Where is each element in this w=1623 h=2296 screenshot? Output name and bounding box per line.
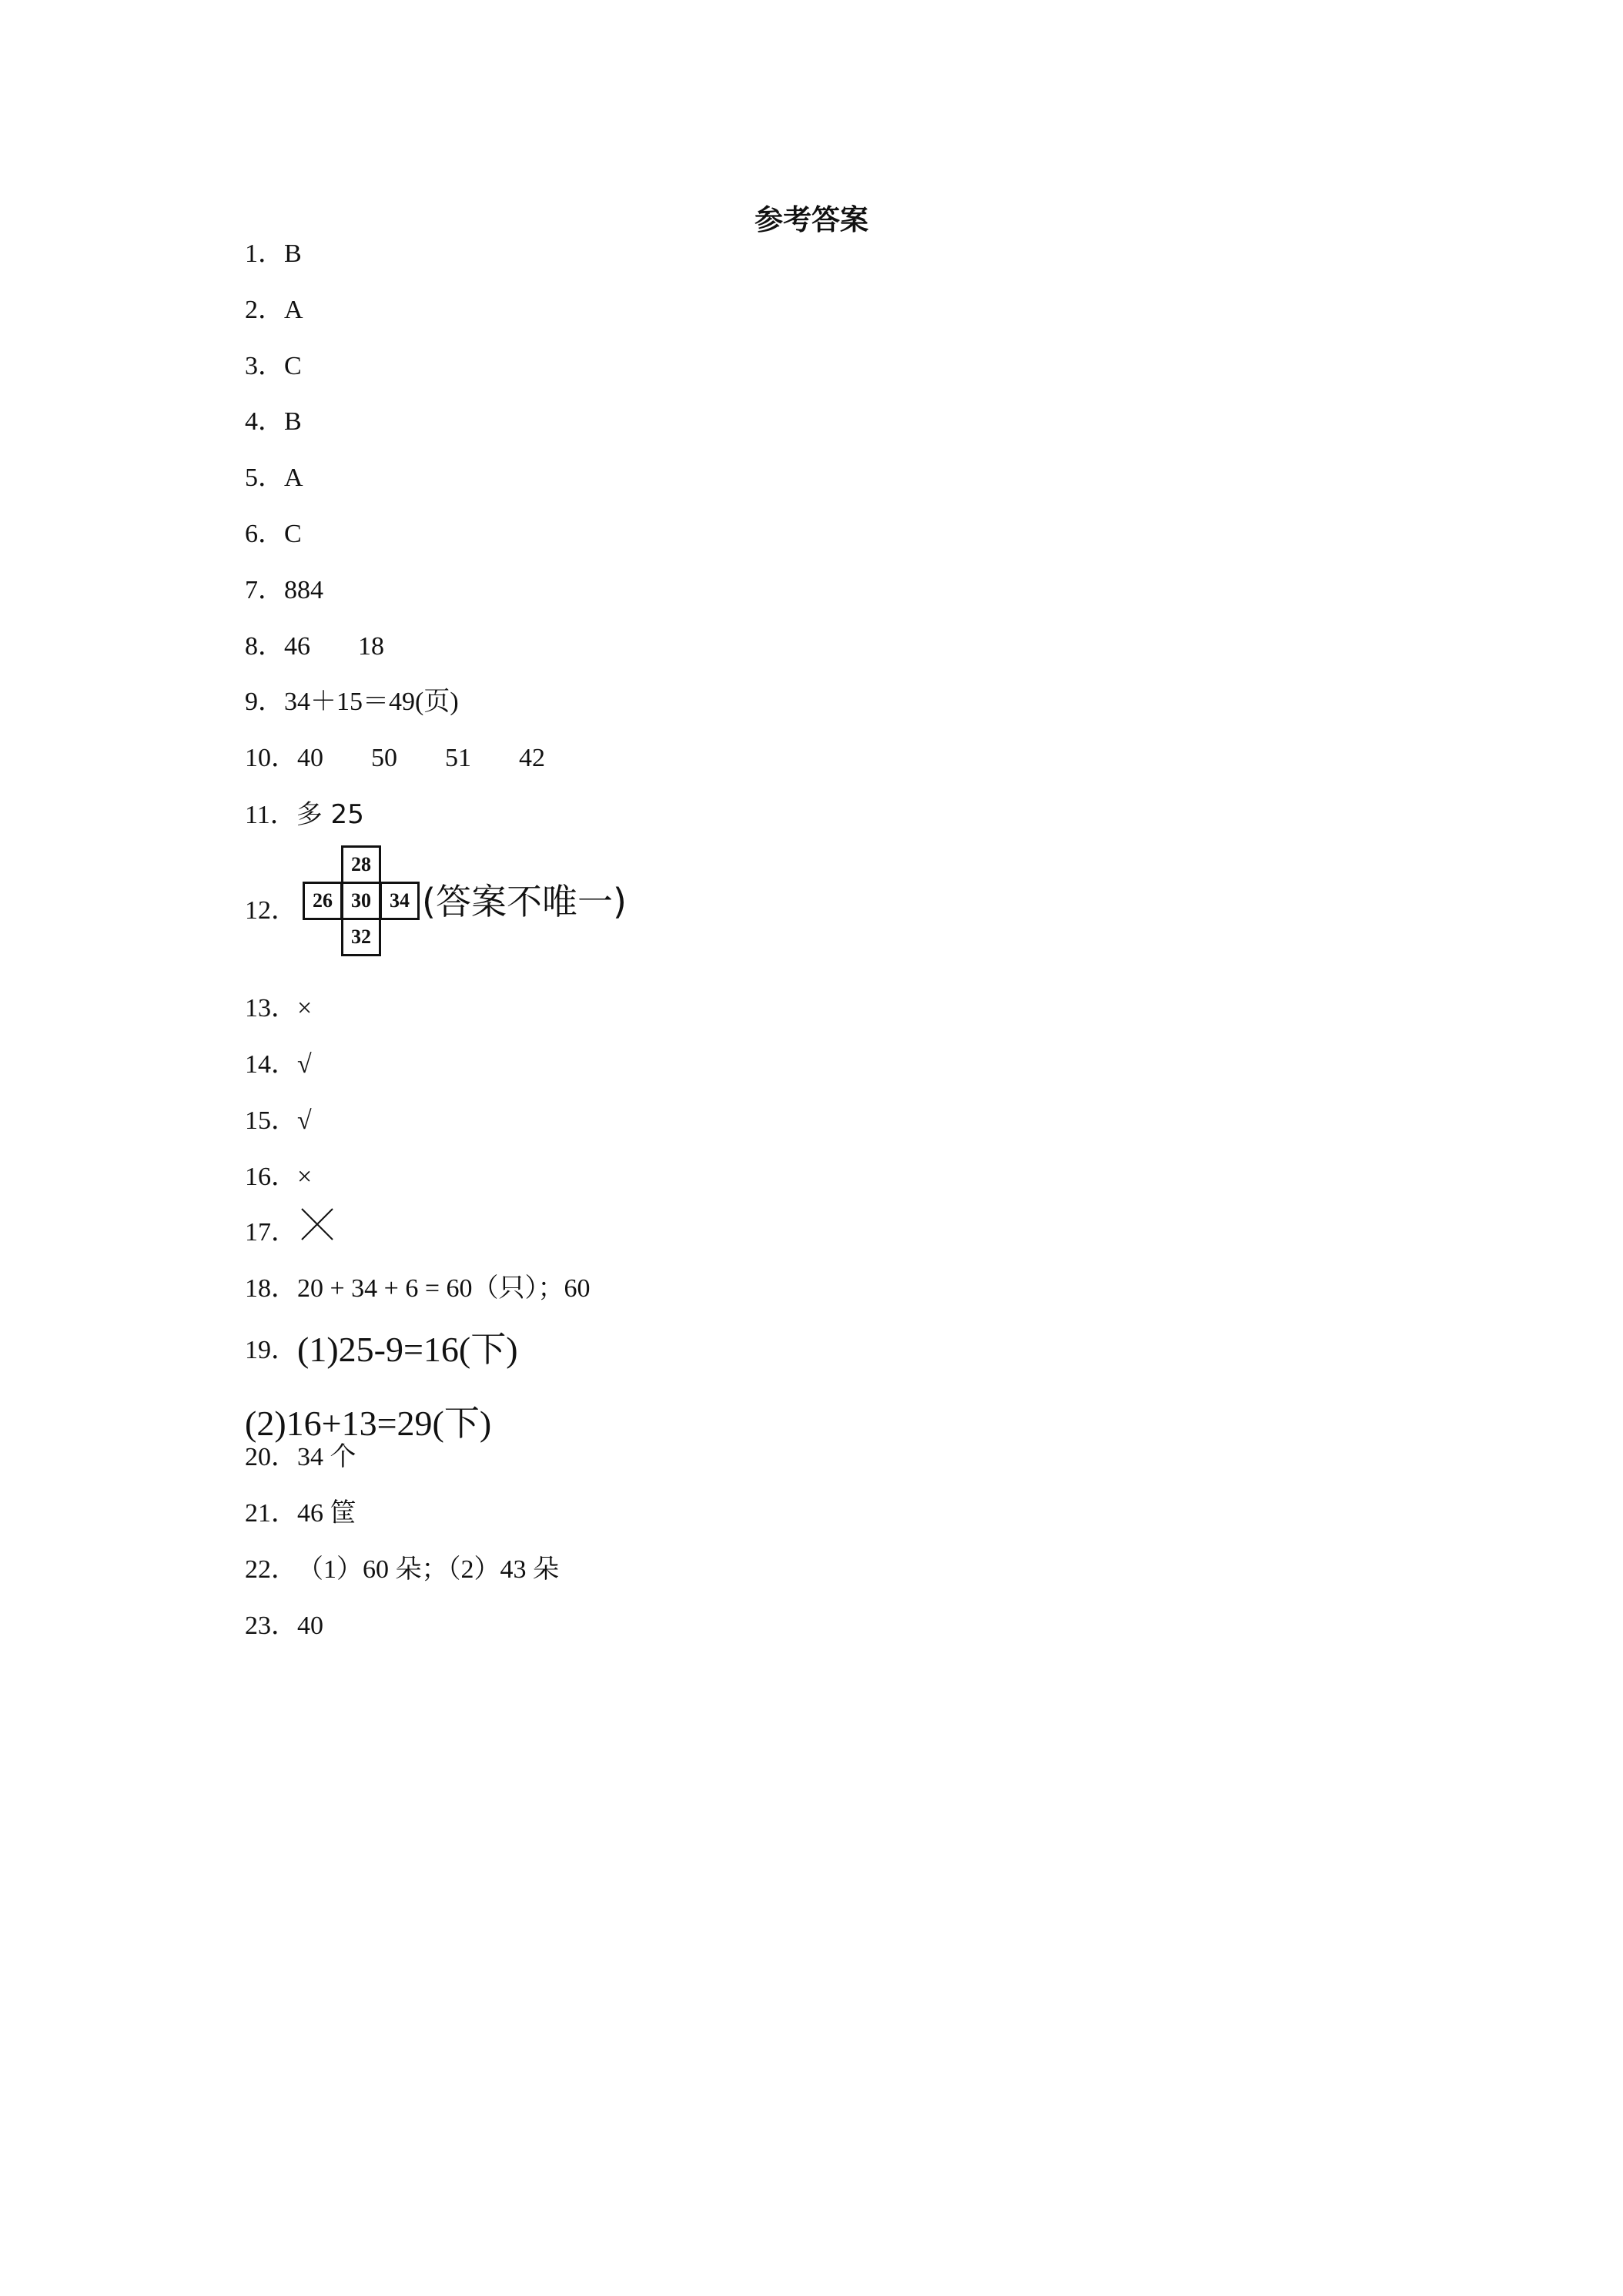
answer-value: 46 <box>284 632 310 661</box>
answer-text: × <box>297 1163 313 1191</box>
answer-line-1: (1)25-9=16(下) <box>297 1330 518 1369</box>
answer-value: 50 <box>371 744 397 772</box>
answer-23 <box>245 1613 323 1639</box>
grid-cell-top: 28 <box>341 845 381 884</box>
page-title: 参考答案 <box>755 203 868 236</box>
answer-value: 42 <box>519 744 545 772</box>
answer-value: 18 <box>358 632 384 661</box>
answer-text: B <box>284 239 302 268</box>
answer-text: × <box>297 994 313 1022</box>
answer-8 <box>245 634 384 660</box>
answer-13 <box>245 996 312 1022</box>
answer-text: √ <box>297 1050 312 1079</box>
item-number: 22． <box>245 1555 297 1584</box>
answer-text: C <box>284 520 302 548</box>
grid-cell-bottom: 32 <box>341 918 381 956</box>
item-number: 14． <box>245 1050 297 1079</box>
item-number: 15． <box>245 1106 297 1135</box>
answer-6 <box>245 521 302 547</box>
item-number: 13． <box>245 994 297 1022</box>
answer-text: C <box>284 352 302 380</box>
answer-19-line-2: (2)16+13=29(下) <box>245 1404 492 1443</box>
item-number: 6． <box>245 520 284 548</box>
item-number: 1． <box>245 239 284 268</box>
item-number: 21． <box>245 1499 297 1528</box>
item-number: 20． <box>245 1443 297 1471</box>
answer-19 <box>245 1332 518 1367</box>
item-number: 8． <box>245 632 284 661</box>
answer-text: B <box>284 407 302 436</box>
answer-value: 40 <box>297 744 323 772</box>
item-number: 9． <box>245 688 284 716</box>
answer-text: A <box>284 296 303 324</box>
answer-5 <box>245 465 303 491</box>
answer-17 <box>245 1220 297 1246</box>
answer-11 <box>245 799 364 830</box>
item-number: 18． <box>245 1274 297 1303</box>
answer-text: √ <box>297 1106 312 1135</box>
item-number: 19． <box>245 1336 297 1364</box>
answer-9 <box>245 689 459 715</box>
item-number: 5． <box>245 464 284 492</box>
answer-note: (答案不唯一) <box>422 881 627 922</box>
answer-16 <box>245 1164 312 1190</box>
answer-text: A <box>284 464 303 492</box>
item-number: 7． <box>245 576 284 604</box>
answer-10 <box>245 745 545 771</box>
item-number: 16． <box>245 1163 297 1191</box>
answer-text: 20 + 34 + 6 = 60（只）；60 <box>297 1274 591 1303</box>
answer-value: 51 <box>445 744 471 772</box>
number-cross-grid <box>303 845 423 959</box>
answer-12 <box>245 898 297 924</box>
item-number: 10． <box>245 744 297 772</box>
grid-cell-right: 34 <box>380 882 420 920</box>
answer-text: 34＋15＝49(页) <box>284 688 459 716</box>
answer-21 <box>245 1501 356 1527</box>
answer-3 <box>245 353 302 380</box>
item-number: 3． <box>245 352 284 380</box>
answer-20 <box>245 1444 356 1471</box>
answer-18 <box>245 1276 591 1302</box>
answer-text: 46 筐 <box>297 1499 356 1528</box>
answer-1 <box>245 241 302 267</box>
answer-text: 884 <box>284 576 323 604</box>
answer-22 <box>245 1557 559 1583</box>
answer-text: 多 25 <box>296 799 364 830</box>
answer-7 <box>245 577 323 604</box>
item-number: 23． <box>245 1612 297 1640</box>
cross-mark-icon <box>300 1207 334 1241</box>
answer-text: 34 个 <box>297 1443 356 1471</box>
item-number: 2． <box>245 296 284 324</box>
answer-text: 40 <box>297 1612 323 1640</box>
grid-cell-left: 26 <box>303 882 343 920</box>
item-number: 11． <box>245 801 296 829</box>
answer-15 <box>245 1108 312 1134</box>
item-number: 4． <box>245 407 284 436</box>
item-number: 17． <box>245 1218 297 1247</box>
grid-cell-center: 30 <box>341 882 381 920</box>
answer-2 <box>245 297 303 323</box>
answer-4 <box>245 409 302 435</box>
answer-14 <box>245 1052 312 1078</box>
answer-text: （1）60 朵；（2）43 朵 <box>297 1555 559 1584</box>
item-number: 12． <box>245 896 297 925</box>
